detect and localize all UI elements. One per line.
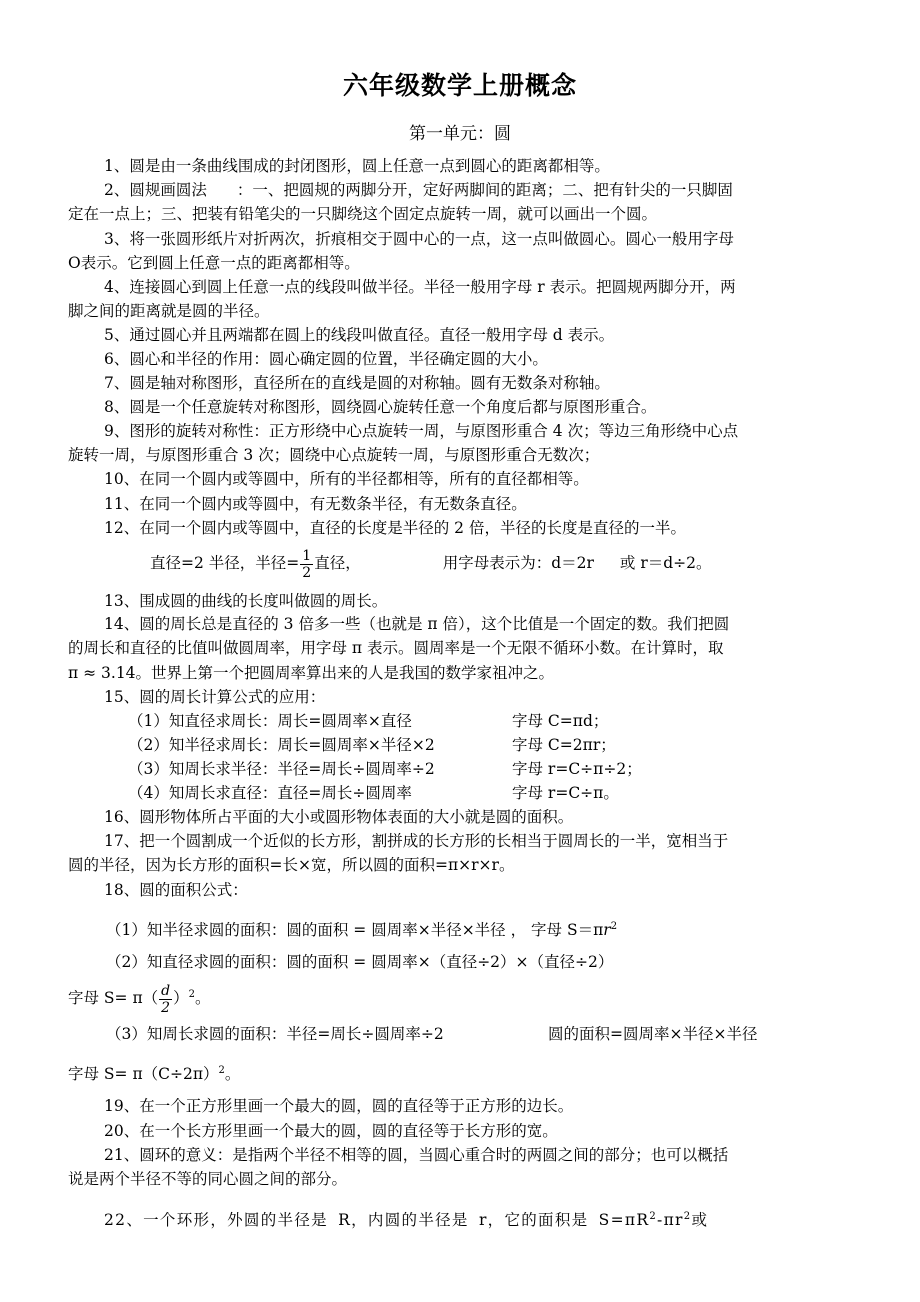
item-18-2-formula-close: ）	[173, 989, 189, 1008]
item-18-2-formula	[68, 976, 211, 1017]
item-8: 8、圆是一个任意旋转对称图形，圆绕圆心旋转任意一个角度后都与原图形重合。	[104, 398, 657, 416]
item-12-formula	[150, 544, 712, 582]
item-15-2-text: （2）知半径求周长：周长=圆周率×半径×2	[128, 736, 435, 754]
item-2-line-1	[104, 180, 733, 200]
item-12: 12、在同一个圆内或等圆中，直径的长度是半径的 2 倍，半径的长度是直径的一半。	[104, 519, 686, 537]
item-4-line-1: 4、连接圆心到圆上任意一点的线段叫做半径。半径一般用字母 r 表示。把圆规两脚分开，两	[104, 278, 736, 296]
item-18-2-formula-start: 字母 S= π（	[68, 989, 159, 1008]
item-14-line-1: 14、圆的周长总是直径的 3 倍多一些（也就是 π 倍），这个比值是一个固定的数。我们把圆	[104, 615, 730, 633]
item-22-minus: -πr	[657, 1211, 684, 1230]
exponent-2: 2	[218, 1065, 225, 1076]
item-2-label: 2、圆规画圆法	[104, 181, 207, 199]
formula-letters-alt: 或 r＝d÷2。	[619, 554, 712, 572]
fraction-denominator-2: 2	[161, 999, 171, 1016]
item-22-or: 或	[691, 1211, 709, 1230]
formula-diameter-text: 直径=2 半径，半径=	[150, 554, 300, 572]
item-15-2	[128, 735, 616, 755]
item-16: 16、圆形物体所占平面的大小或圆形物体表面的大小就是圆的面积。	[104, 808, 574, 826]
item-15-4-formula: 字母 r=C÷π。	[512, 784, 619, 802]
exponent-2: 2	[649, 1211, 658, 1222]
item-15-3-text: （3）知周长求半径：半径=周长÷圆周率÷2	[128, 760, 435, 778]
fraction-denominator: 2	[302, 564, 312, 581]
fraction-d-over-2	[159, 983, 172, 1016]
item-14-line-3: π ≈ 3.14。世界上第一个把圆周率算出来的人是我国的数学家祖冲之。	[68, 664, 555, 682]
item-9-line-1: 9、图形的旋转对称性：正方形绕中心点旋转一周，与原图形重合 4 次；等边三角形绕中心点	[104, 422, 739, 440]
item-18-2-formula-end: 。	[195, 989, 211, 1008]
item-15-2-formula: 字母 C=2πr；	[512, 736, 616, 754]
item-18-1	[106, 917, 617, 940]
item-19: 19、在一个正方形里画一个最大的圆，圆的直径等于正方形的边长。	[104, 1097, 574, 1115]
fraction-numerator: 1	[302, 547, 312, 564]
item-6: 6、圆心和半径的作用：圆心确定圆的位置，半径确定圆的大小。	[104, 350, 548, 368]
item-18-3-formula-end: 。	[224, 1065, 241, 1084]
item-22-text: 22、一个环形，外圆的半径是 R，内圆的半径是 r，它的面积是 S=πR	[104, 1211, 650, 1230]
item-15-1-formula: 字母 C=πd；	[512, 712, 609, 730]
item-10: 10、在同一个圆内或等圆中，所有的半径都相等，所有的直径都相等。	[104, 470, 589, 488]
exponent-2: 2	[683, 1211, 692, 1222]
item-18-3-text: （3）知周长求圆的面积：半径=周长÷圆周率÷2	[106, 1025, 444, 1043]
item-4-line-2: 脚之间的距离就是圆的半径。	[68, 302, 270, 320]
item-18-3-formula	[68, 1061, 240, 1084]
item-15-4	[128, 783, 619, 803]
exponent-2: 2	[610, 921, 618, 932]
fraction-numerator-d: d	[161, 982, 171, 999]
item-17-line-1: 17、把一个圆割成一个近似的长方形，割拼成的长方形的长相当于圆周长的一半，宽相当于	[104, 832, 729, 850]
document-title: 六年级数学上册概念	[342, 71, 577, 100]
item-2-line-2: 定在一点上；三、把装有铅笔尖的一只脚绕这个固定点旋转一周，就可以画出一个圆。	[68, 205, 658, 223]
item-7: 7、圆是轴对称图形，直径所在的直线是圆的对称轴。圆有无数条对称轴。	[104, 374, 610, 392]
item-18-3	[106, 1024, 757, 1044]
item-15-3-formula: 字母 r=C÷π÷2；	[512, 760, 642, 778]
item-18-2: （2）知直径求圆的面积：圆的面积 = 圆周率×（直径÷2）×（直径÷2）	[106, 953, 614, 971]
formula-letters: 用字母表示为：d＝2r	[442, 554, 594, 572]
item-15-3	[128, 759, 642, 779]
item-14-line-2: 的周长和直径的比值叫做圆周率，用字母 π 表示。圆周率是一个无限不循环小数。在计算时，取	[68, 639, 724, 657]
item-22	[104, 1207, 708, 1230]
item-18: 18、圆的面积公式：	[104, 881, 248, 899]
item-21-line-2: 说是两个半径不等的同心圆之间的部分。	[68, 1170, 348, 1188]
item-21-line-1: 21、圆环的意义：是指两个半径不相等的圆，当圆心重合时的两圆之间的部分；也可以概括	[104, 1146, 729, 1164]
item-13: 13、围成圆的曲线的长度叫做圆的周长。	[104, 592, 388, 610]
item-18-1-text: （1）知半径求圆的面积：圆的面积 = 圆周率×半径×半径 ， 字母 S＝π	[106, 921, 604, 940]
item-20: 20、在一个长方形里画一个最大的圆，圆的直径等于长方形的宽。	[104, 1122, 558, 1140]
item-15-1	[128, 711, 608, 731]
item-3-line-2: O表示。它到圆上任意一点的距离都相等。	[68, 254, 360, 272]
item-17-line-2: 圆的半径，因为长方形的面积=长×宽，所以圆的面积=π×r×r。	[68, 856, 515, 874]
item-1: 1、圆是由一条曲线围成的封闭图形，圆上任意一点到圆心的距离都相等。	[104, 157, 610, 175]
item-3-line-1: 3、将一张圆形纸片对折两次，折痕相交于圆中心的一点，这一点叫做圆心。圆心一般用字母	[104, 230, 734, 248]
fraction-one-half	[300, 548, 313, 581]
symbol-r: r	[603, 921, 611, 940]
formula-diameter-suffix: 直径，	[314, 554, 361, 572]
item-2-text: ：一、把圆规的两脚分开，定好两脚间的距离；二、把有针尖的一只脚固	[236, 181, 733, 199]
item-15-4-text: （4）知周长求直径：直径=周长÷圆周率	[128, 784, 412, 802]
item-5: 5、通过圆心并且两端都在圆上的线段叫做直径。直径一般用字母 d 表示。	[104, 326, 615, 344]
exponent-2: 2	[188, 989, 196, 1000]
item-15: 15、圆的周长计算公式的应用：	[104, 688, 326, 706]
item-18-3-area: 圆的面积=圆周率×半径×半径	[548, 1025, 758, 1043]
item-18-3-formula-start: 字母 S= π（C÷2π）	[68, 1065, 219, 1084]
item-9-line-2: 旋转一周，与原图形重合 3 次；圆绕中心点旋转一周，与原图形重合无数次；	[68, 446, 600, 464]
item-15-1-text: （1）知直径求周长：周长=圆周率×直径	[128, 712, 412, 730]
item-11: 11、在同一个圆内或等圆中，有无数条半径，有无数条直径。	[104, 495, 527, 513]
unit-heading: 第一单元：圆	[409, 124, 511, 144]
